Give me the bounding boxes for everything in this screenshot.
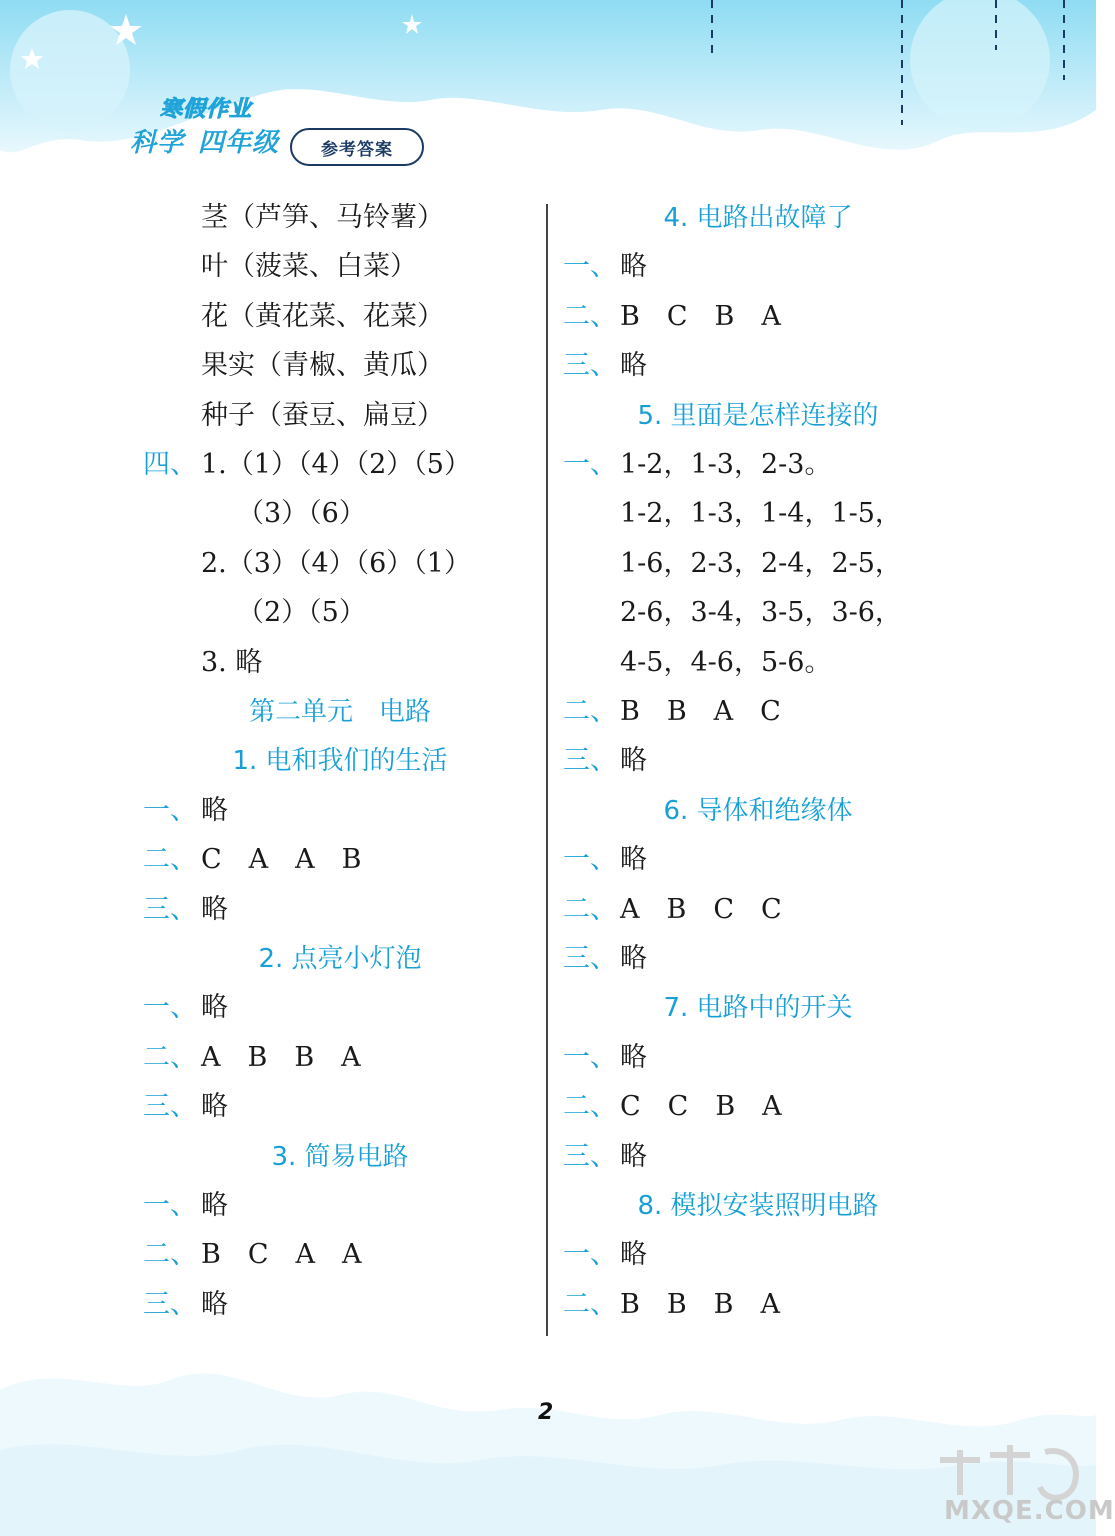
question-number: 二、 [143,1239,197,1271]
section-title: 第二单元 电路 [248,697,432,727]
answer-text: 略 [620,1041,647,1073]
answer-text: 略 [620,1239,647,1271]
answer-text: 花（黄花菜、花菜） [201,300,444,332]
answer-text: 果实（青椒、黄瓜） [201,350,444,382]
page-number: 2 [538,1400,554,1425]
answer-text: B B A C [620,696,781,727]
answer-text: 茎（芦笋、马铃薯） [201,202,444,233]
answer-key-badge: 参考答案 [290,128,424,166]
answer-text: 略 [201,893,228,925]
question-number: 二、 [563,893,617,925]
column-divider [546,204,548,1336]
brand-grade: 四年级 [198,128,280,158]
question-number: 三、 [563,745,617,777]
answer-text: 略 [620,350,647,382]
brand-subtitle [130,122,293,159]
question-number: 二、 [143,844,197,876]
section-title: 1. 电和我们的生活 [232,746,448,777]
answer-text: 种子（蚕豆、扁豆） [201,399,444,431]
section-title: 5. 里面是怎样连接的 [637,400,879,431]
answer-text: A B B A [201,1041,361,1073]
question-number: 三、 [143,1091,197,1123]
answer-text: 略 [620,943,647,974]
answer-text: B B B A [620,1288,781,1320]
question-number: 三、 [143,1288,197,1320]
question-number: 三、 [563,943,617,974]
answer-text: （2）（5） [237,597,366,629]
answer-text: 略 [201,1091,228,1123]
answer-text: 4-5，4-6，5-6。 [620,646,832,678]
answer-text: 略 [620,844,647,876]
question-number: 一、 [563,449,617,480]
answer-text: 3. 略 [201,646,263,678]
question-number: 一、 [143,992,197,1024]
question-number: 二、 [563,1288,617,1320]
answer-text: （3）（6） [237,498,366,530]
answer-text: C C B A [620,1091,782,1123]
question-number: 一、 [563,1239,617,1271]
section-title: 7. 电路中的开关 [663,993,853,1024]
section-title: 3. 简易电路 [271,1141,409,1172]
question-number: 一、 [563,251,617,283]
answer-text: 略 [201,992,228,1024]
section-title: 4. 电路出故障了 [663,203,853,233]
answer-text: 略 [201,794,228,826]
answer-text: 1-2，1-3，2-3。 [620,449,832,480]
answer-text: A B C C [620,893,782,925]
answer-text: C A A B [201,844,362,876]
question-number: 三、 [143,893,197,925]
answer-text: 1-6，2-3，2-4，2-5， [620,547,902,579]
answer-text: 叶（菠菜、白菜） [201,251,417,283]
section-title: 2. 点亮小灯泡 [258,944,422,974]
answer-text: 2-6，3-4，3-5，3-6， [620,597,902,629]
question-number: 一、 [143,1190,197,1221]
answer-text: 略 [620,251,647,283]
question-number: 四、 [143,449,197,480]
section-title: 6. 导体和绝缘体 [663,795,853,826]
watermark-text: MXQE.COM [944,1496,1115,1526]
question-number: 二、 [563,300,617,332]
question-number: 二、 [563,1091,617,1123]
answer-text: 略 [620,1140,647,1172]
answer-text: B C A A [201,1239,362,1271]
section-title: 8. 模拟安装照明电路 [637,1191,879,1221]
answer-text: 1.（1）（4）（2）（5） [201,449,471,480]
answer-text: 略 [201,1190,228,1221]
question-number: 三、 [563,350,617,382]
question-number: 二、 [563,696,617,727]
question-number: 一、 [563,844,617,876]
answer-text: 1-2，1-3，1-4，1-5， [620,498,902,530]
question-number: 一、 [143,794,197,826]
answer-text: 略 [620,745,647,777]
answer-text: B C B A [620,300,781,332]
brand-subject: 科学 [130,128,185,158]
question-number: 二、 [143,1041,197,1073]
answer-text: 略 [201,1288,228,1320]
answer-text: 2.（3）（4）（6）（1） [201,547,471,579]
question-number: 一、 [563,1041,617,1073]
brand-title: 寒假作业 [160,97,253,122]
question-number: 三、 [563,1140,617,1172]
